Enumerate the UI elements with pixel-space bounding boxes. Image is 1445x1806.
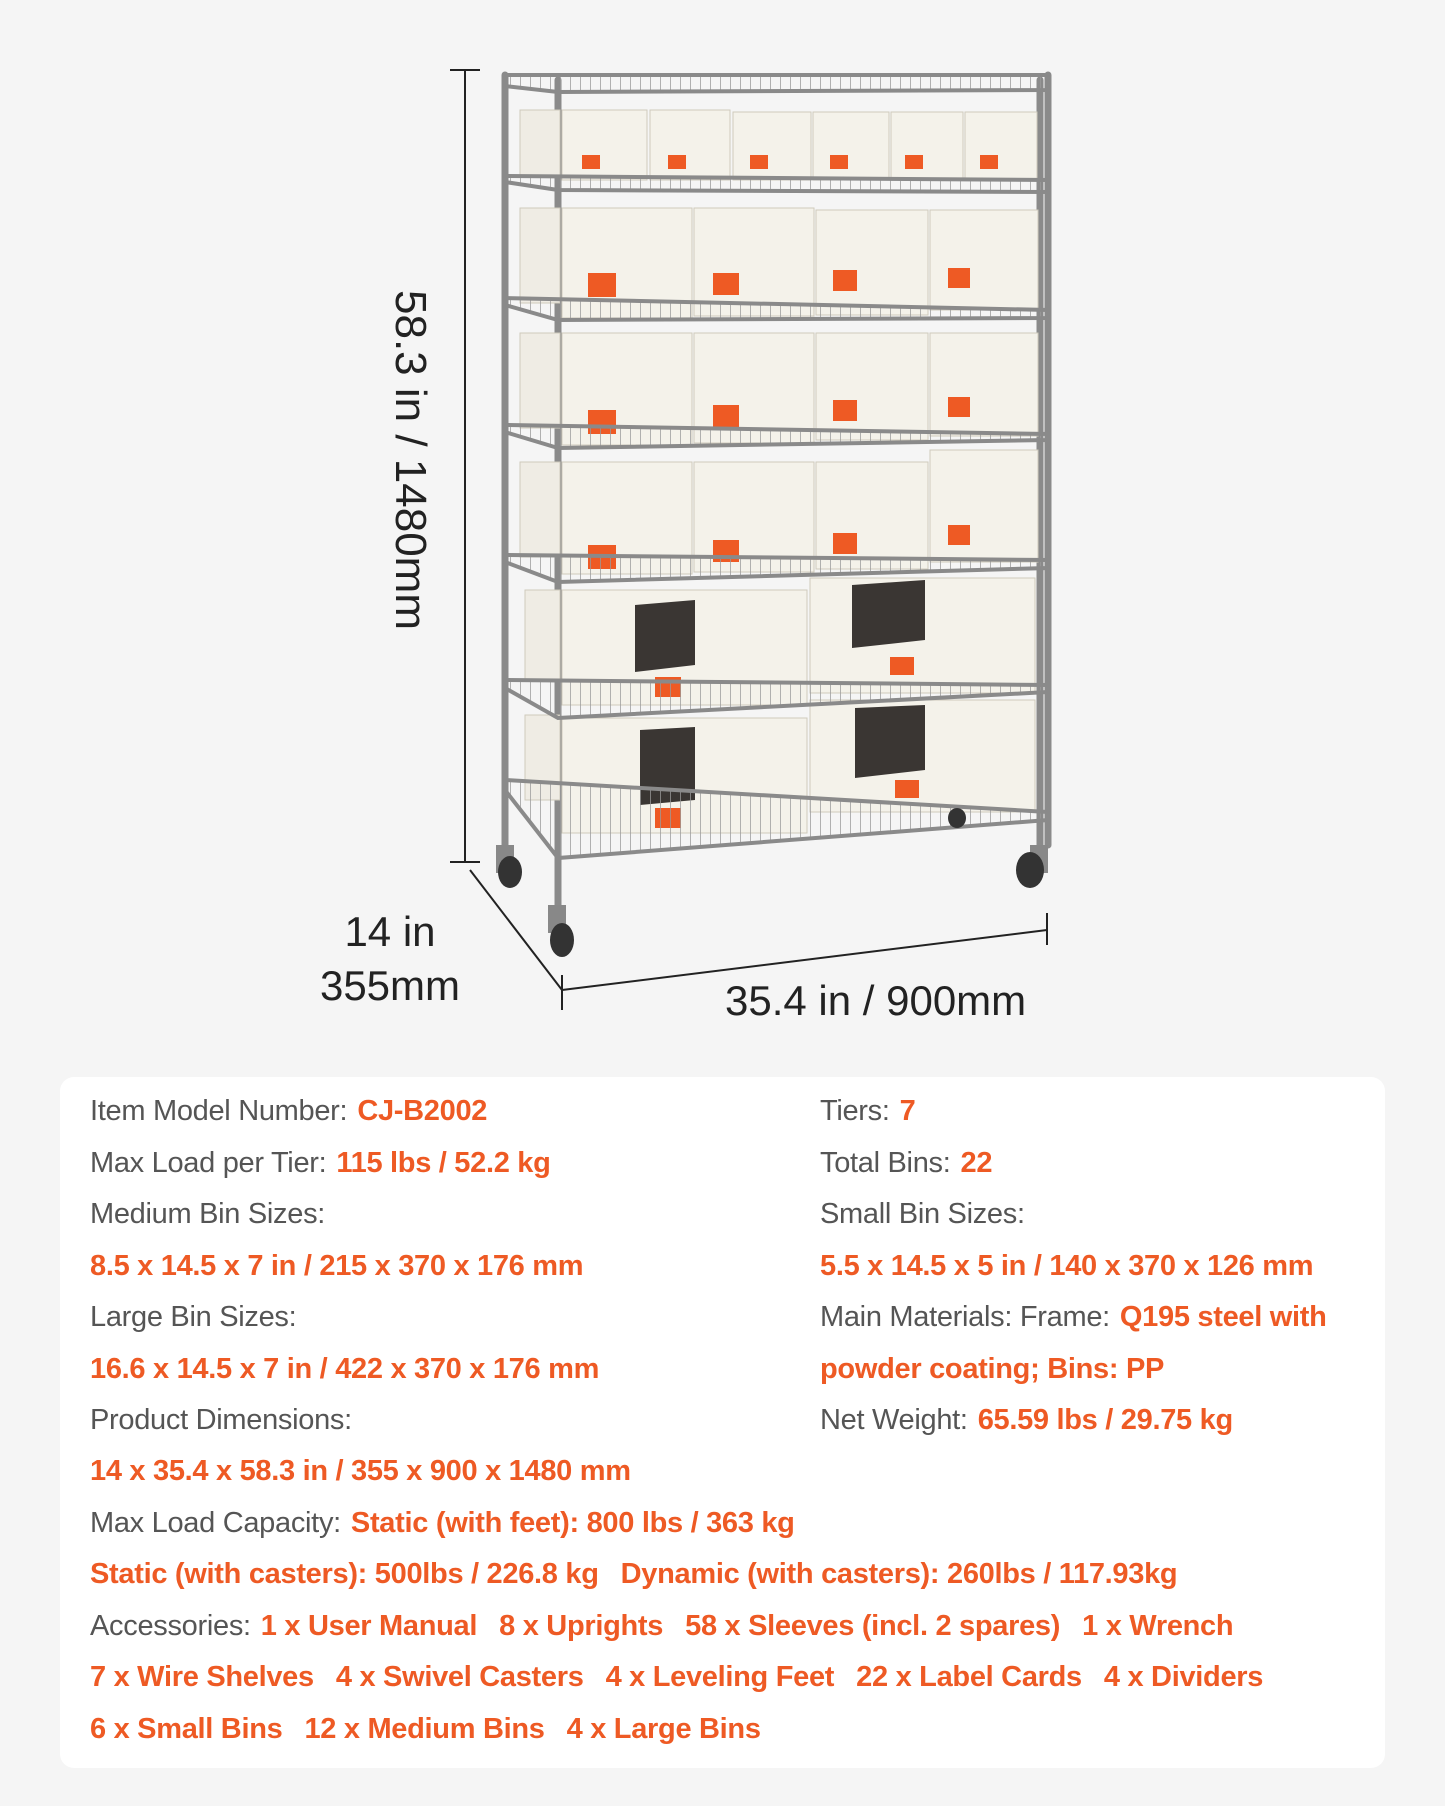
- small-bin-label: Small Bin Sizes:: [820, 1198, 1025, 1230]
- max-load-tier-value: 115 lbs / 52.2 kg: [336, 1147, 551, 1179]
- height-dimension-label: 58.3 in / 1480mm: [386, 290, 435, 630]
- max-capacity-label: Max Load Capacity:: [90, 1507, 341, 1539]
- max-capacity-row: [90, 1509, 795, 1538]
- large-bin-value: 16.6 x 14.5 x 7 in / 422 x 370 x 176 mm: [90, 1353, 600, 1385]
- accessory-item: 58 x Sleeves (incl. 2 spares): [685, 1610, 1061, 1642]
- accessories-row-1: [90, 1612, 1233, 1641]
- accessory-item: 4 x Swivel Casters: [335, 1661, 584, 1693]
- static-casters-value: Static (with casters): 500lbs / 226.8 kg: [90, 1558, 599, 1590]
- accessories-label: Accessories:: [90, 1610, 251, 1642]
- model-number-value: CJ-B2002: [357, 1095, 488, 1127]
- total-bins-value: 22: [960, 1147, 993, 1179]
- small-bin-value: 5.5 x 14.5 x 5 in / 140 x 370 x 126 mm: [820, 1250, 1314, 1282]
- materials-row: [820, 1303, 1327, 1332]
- total-bins-row: [820, 1149, 992, 1178]
- accessory-item: 8 x Uprights: [499, 1610, 664, 1642]
- casters-capacity-row: [90, 1560, 1177, 1589]
- accessories-row-3: [90, 1715, 761, 1744]
- materials-label: Main Materials: Frame:: [820, 1301, 1110, 1333]
- specifications-card: [60, 1077, 1385, 1768]
- accessory-item: 6 x Small Bins: [90, 1713, 283, 1745]
- tiers-label: Tiers:: [820, 1095, 890, 1127]
- dynamic-casters-value: Dynamic (with casters): 260lbs / 117.93kg: [620, 1558, 1178, 1590]
- total-bins-label: Total Bins:: [820, 1147, 951, 1179]
- large-bin-label: Large Bin Sizes:: [90, 1301, 297, 1333]
- width-dimension-label: 35.4 in / 900mm: [725, 977, 1027, 1024]
- depth-mm-label: 355mm: [319, 962, 461, 1009]
- accessory-item: 12 x Medium Bins: [304, 1713, 545, 1745]
- product-dimensions-value: 14 x 35.4 x 58.3 in / 355 x 900 x 1480 mm: [90, 1455, 631, 1487]
- accessory-item: 4 x Leveling Feet: [605, 1661, 835, 1693]
- medium-bin-value: 8.5 x 14.5 x 7 in / 215 x 370 x 176 mm: [90, 1250, 584, 1282]
- depth-dimension-label: [290, 905, 490, 1013]
- depth-in-label: 14 in: [344, 908, 436, 955]
- accessory-item: 22 x Label Cards: [856, 1661, 1082, 1693]
- materials-value-1: Q195 steel with: [1119, 1301, 1327, 1333]
- max-load-tier-label: Max Load per Tier:: [90, 1147, 327, 1179]
- static-feet-value: Static (with feet): 800 lbs / 363 kg: [350, 1507, 795, 1539]
- tiers-row: [820, 1097, 915, 1126]
- height-dimension-line: [450, 70, 480, 862]
- accessory-item: 1 x User Manual: [260, 1610, 478, 1642]
- accessory-item: 4 x Large Bins: [566, 1713, 761, 1745]
- net-weight-label: Net Weight:: [820, 1404, 968, 1436]
- product-dimensions-label: Product Dimensions:: [90, 1404, 352, 1436]
- accessory-item: 7 x Wire Shelves: [90, 1661, 314, 1693]
- tiers-value: 7: [899, 1095, 916, 1127]
- accessory-item: 4 x Dividers: [1103, 1661, 1264, 1693]
- bins-tier-1: [520, 110, 1037, 180]
- model-number-row: [90, 1097, 487, 1126]
- accessory-item: 1 x Wrench: [1082, 1610, 1234, 1642]
- net-weight-value: 65.59 lbs / 29.75 kg: [977, 1404, 1233, 1436]
- materials-value-2: powder coating; Bins: PP: [820, 1353, 1165, 1385]
- accessories-row-2: [90, 1663, 1263, 1692]
- max-load-tier-row: [90, 1149, 551, 1178]
- medium-bin-label: Medium Bin Sizes:: [90, 1198, 326, 1230]
- model-number-label: Item Model Number:: [90, 1095, 348, 1127]
- net-weight-row: [820, 1406, 1233, 1435]
